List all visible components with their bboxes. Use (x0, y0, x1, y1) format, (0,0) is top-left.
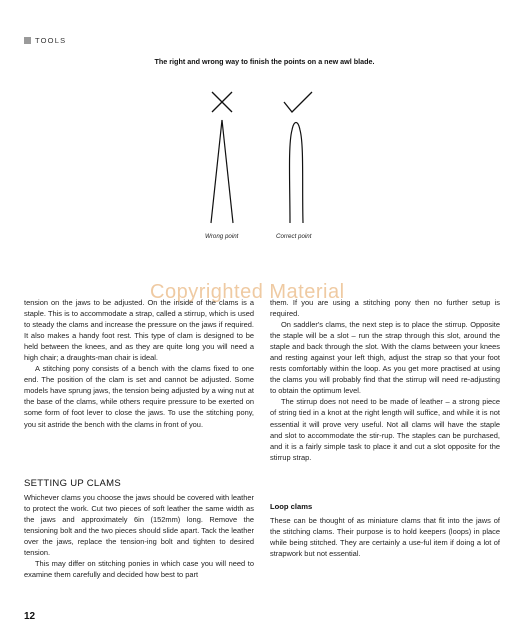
paragraph: A stitching pony consists of a bench with the clams fixed to one end. The position of the clam is set and cannot be adjusted. Some models have sprung jaws, the tension being adjusted by a wing nut at the base of the clams, while others require pressure to be exerted on some form of foot lever to close the jaws. To use the stitching pony, you sit astride the bench with the clams in front of you. (24, 364, 254, 429)
correct-point-label: Correct point (276, 233, 312, 240)
paragraph: tension on the jaws to be adjusted. On the inside of the clams is a staple. This is to accommodate a strap, called a stirrup, which is used to steady the clams and increase the pressure on the jaws if required. It also makes a handy foot rest. This type of clam is designed to be held between the knees, and as they are quite long you will need a high chair; a draughts-man chair is ideal. (24, 298, 254, 363)
check-mark-icon (284, 92, 312, 112)
awl-blade-drawing (180, 80, 350, 250)
paragraph: This may differ on stitching ponies in which case you will need to examine them carefully and decided how best to part (24, 559, 254, 580)
paragraph: On saddler's clams, the next step is to place the stirrup. Opposite the staple will be a slot – run the strap through this slot, around the staple and back through the slot. With the clams between your knees and resting against your left thigh, adjust the strap so that your foot rests comfortably within the loop. As you get more practised at using the clams you will probably find that the stirrup will need re-adjusting to obtain the optimum level. (270, 320, 500, 396)
section-heading: SETTING UP CLAMS (24, 478, 122, 489)
correct-point-blade (290, 123, 304, 224)
running-header (24, 36, 66, 45)
paragraph: Whichever clams you choose the jaws should be covered with leather to protect the work. Cut two pieces of soft leather the same width as the jaws and approximately 6in (152mm) long. Remove the tensioning bolt and the two pieces should slide apart. Tack the leather over the jaws, replace the tension-ing bolt and tighten to desired tension. (24, 493, 254, 558)
page-number: 12 (24, 611, 36, 622)
paragraph: These can be thought of as miniature clams that fit into the jaws of the stitching clams. Their purpose is to hold keepers (loops) in place while being stitched. They are certainly a use-ful item if doing a lot of strapwork but not essential. (270, 516, 500, 559)
header-square-icon (24, 37, 31, 44)
paragraph: The stirrup does not need to be made of leather – a strong piece of string tied in a knot at the right length will suffice, and while it is not essential it will prove very useful. Not all clams will have the staple and slot to accommodate the stir-rup. The staples can be purchased, and it is a fairly simple task to place it and cut a slot opposite for the stirrup strap. (270, 397, 500, 462)
left-column-bottom (24, 492, 254, 580)
figure-caption: The right and wrong way to finish the points on a new awl blade. (154, 57, 375, 66)
right-column-bottom (270, 515, 500, 559)
right-column-top (270, 297, 500, 463)
header-section-label: TOOLS (35, 36, 67, 45)
cross-mark-icon (212, 92, 232, 112)
wrong-point-label: Wrong point (205, 233, 239, 240)
wrong-point-blade (211, 120, 233, 223)
left-column-top (24, 297, 254, 430)
copyright-watermark: Copyrighted Material (150, 281, 345, 303)
awl-blade-figure (180, 80, 350, 250)
paragraph: them. If you are using a stitching pony then no further setup is required. (270, 298, 500, 319)
sub-heading: Loop clams (270, 502, 313, 511)
